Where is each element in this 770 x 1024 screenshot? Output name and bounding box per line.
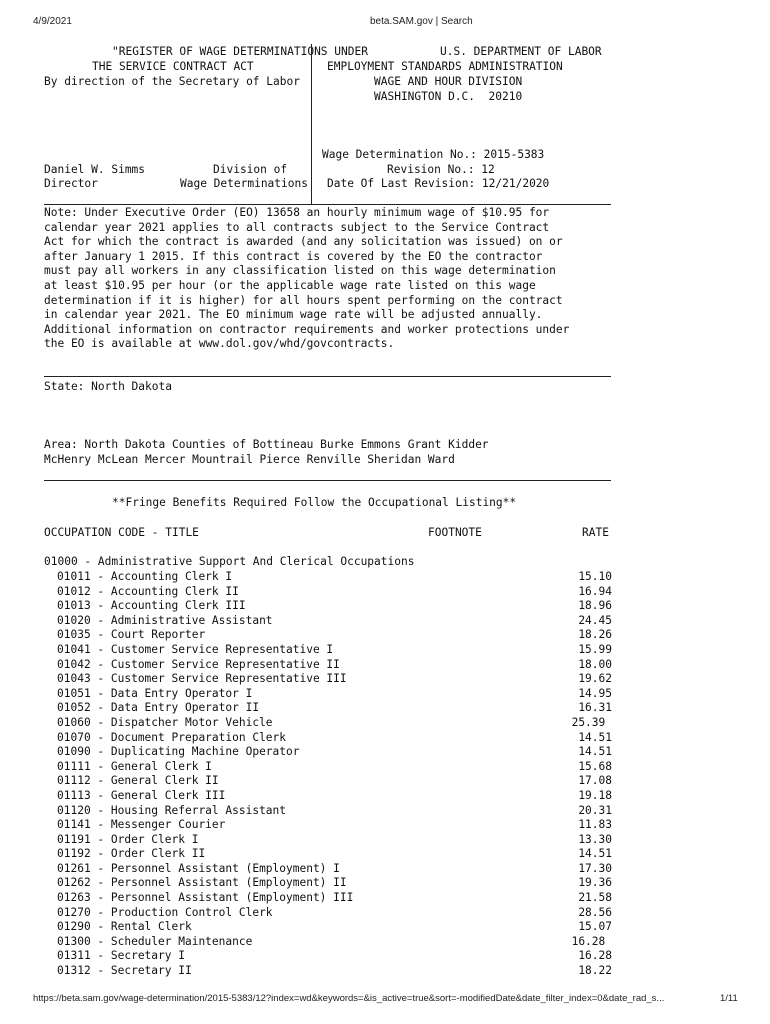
occupation-rate: 18.00 — [578, 657, 612, 671]
occupation-row — [44, 585, 612, 600]
occupation-code-title: 01070 - Document Preparation Clerk — [57, 730, 287, 744]
occupation-rate: 28.56 — [578, 905, 612, 919]
occupation-rate: 14.51 — [578, 730, 612, 744]
occupation-row — [44, 760, 612, 775]
occupation-row — [44, 774, 612, 789]
occupation-code-title: 01060 - Dispatcher Motor Vehicle — [57, 715, 273, 729]
page-url[interactable] — [33, 993, 664, 1004]
occupation-rate: 15.07 — [578, 920, 612, 934]
occupation-code-title: 01111 - General Clerk I — [57, 759, 212, 773]
occupation-row — [44, 833, 612, 848]
occupation-row — [44, 920, 612, 935]
occupation-row — [44, 818, 612, 833]
page-tab-title: beta.SAM.gov | Search — [370, 16, 473, 27]
occupation-row — [44, 862, 612, 877]
page-number: 1/11 — [720, 993, 738, 1004]
section-rule — [44, 480, 611, 481]
state-label: State: North Dakota — [44, 380, 172, 393]
occupation-code-title: 01261 - Personnel Assistant (Employment) I — [57, 861, 340, 875]
esa-title: EMPLOYMENT STANDARDS ADMINISTRATION — [327, 60, 563, 73]
occupation-rate: 16.28 — [578, 949, 612, 963]
revision-number: Revision No.: 12 — [387, 163, 495, 176]
whd-title: WAGE AND HOUR DIVISION — [374, 75, 523, 88]
occupation-row — [44, 964, 612, 979]
occupation-rate: 16.31 — [578, 701, 612, 715]
occupation-rate: 13.30 — [578, 832, 612, 846]
occupation-rate: 19.36 — [578, 876, 612, 890]
section-rule — [44, 376, 611, 377]
occupation-row — [44, 687, 612, 702]
occupation-rate: 14.51 — [578, 847, 612, 861]
occupation-code-title: 01020 - Administrative Assistant — [57, 613, 273, 627]
occupation-rate: 15.68 — [578, 759, 612, 773]
occupation-code-title: 01192 - Order Clerk II — [57, 847, 206, 861]
occupation-code-title: 01090 - Duplicating Machine Operator — [57, 745, 300, 759]
occupation-code-title: 01311 - Secretary I — [57, 949, 185, 963]
note-line: must pay all workers in any classification listed on this wage determination — [44, 264, 556, 278]
division-line-2: Wage Determinations — [180, 177, 308, 190]
division-line-1: Division of — [213, 163, 288, 176]
header-divider — [311, 44, 312, 205]
occupation-rate: 17.08 — [578, 774, 612, 788]
occupation-code-title: 01141 - Messenger Courier — [57, 818, 226, 832]
occupation-row — [44, 614, 612, 629]
dol-title: U.S. DEPARTMENT OF LABOR — [440, 45, 602, 58]
occupation-row — [44, 847, 612, 862]
occupation-rate: 17.30 — [578, 861, 612, 875]
occupation-row — [44, 949, 612, 964]
occupation-row — [44, 876, 612, 891]
occupation-row — [44, 804, 612, 819]
occupation-code-title: 01042 - Customer Service Representative II — [57, 657, 340, 671]
footnote-column-header: FOOTNOTE — [428, 526, 482, 539]
header-rule — [44, 204, 611, 205]
occupation-code-title: 01035 - Court Reporter — [57, 628, 206, 642]
occupation-code-title: 01012 - Accounting Clerk II — [57, 584, 239, 598]
occupation-row — [44, 745, 612, 760]
occupation-row — [44, 701, 612, 716]
rate-column-header: RATE — [582, 526, 609, 539]
fringe-benefits-note: **Fringe Benefits Required Follow the Occupational Listing** — [112, 496, 517, 509]
occupation-rate: 19.62 — [578, 672, 612, 686]
occupation-code-title: 01041 - Customer Service Representative I — [57, 642, 334, 656]
occupation-group-title: 01000 - Administrative Support And Clerical Occupations — [44, 555, 415, 568]
occupation-rate: 18.22 — [578, 964, 612, 978]
note-line: Additional information on contractor requirements and worker protections under — [44, 322, 570, 336]
occupation-row — [44, 891, 612, 906]
occupation-row — [44, 906, 612, 921]
occupation-rate: 18.26 — [578, 628, 612, 642]
occupation-column-header: OCCUPATION CODE - TITLE — [44, 526, 199, 539]
occupation-rate: 24.45 — [578, 613, 612, 627]
occupation-row — [44, 935, 612, 950]
last-revision-date: Date Of Last Revision: 12/21/2020 — [327, 177, 550, 190]
occupation-row — [44, 731, 612, 746]
occupation-code-title: 01262 - Personnel Assistant (Employment) II — [57, 876, 347, 890]
occupation-code-title: 01290 - Rental Clerk — [57, 920, 192, 934]
occupation-rate: 18.96 — [578, 599, 612, 613]
occupation-rate: 19.18 — [578, 788, 612, 802]
occupation-code-title: 01270 - Production Control Clerk — [57, 905, 273, 919]
dol-address: WASHINGTON D.C. 20210 — [374, 90, 523, 103]
occupation-code-title: 01263 - Personnel Assistant (Employment) III — [57, 891, 354, 905]
url-link[interactable]: https://beta.sam.gov/wage-determination/2015-5383/12?index=wd&keywords=&is_active=true&sort=-modifiedDate&date_filter_index=0&date_rad_s... — [33, 993, 665, 1004]
note-line: Act for which the contract is awarded (and any solicitation was issued) on or — [44, 235, 563, 249]
occupation-code-title: 01011 - Accounting Clerk I — [57, 570, 233, 583]
occupation-row — [44, 716, 612, 731]
note-line: determination if it is higher) for all hours spent performing on the contract — [44, 293, 563, 307]
secretary-line: By direction of the Secretary of Labor — [44, 75, 300, 88]
occupation-rate: 16.28 — [571, 934, 612, 948]
occupation-rate: 21.58 — [578, 891, 612, 905]
note-line: the EO is available at www.dol.gov/whd/govcontracts. — [44, 337, 395, 351]
note-line: after January 1 2015. If this contract is covered by the EO the contractor — [44, 249, 543, 263]
occupation-row — [44, 789, 612, 804]
occupation-code-title: 01300 - Scheduler Maintenance — [57, 934, 253, 948]
note-line: Note: Under Executive Order (EO) 13658 an hourly minimum wage of $10.95 for — [44, 206, 550, 219]
occupation-rate: 11.83 — [578, 818, 612, 832]
occupation-code-title: 01052 - Data Entry Operator II — [57, 701, 260, 715]
occupation-code-title: 01120 - Housing Referral Assistant — [57, 803, 287, 817]
occupation-code-title: 01013 - Accounting Clerk III — [57, 599, 246, 613]
occupation-rate: 15.10 — [578, 570, 612, 583]
print-date: 4/9/2021 — [33, 16, 72, 27]
occupation-code-title: 01112 - General Clerk II — [57, 774, 219, 788]
occupation-row — [44, 658, 612, 673]
occupation-row — [44, 628, 612, 643]
occupation-row — [44, 570, 612, 585]
occupation-rate: 14.51 — [578, 745, 612, 759]
note-line: in calendar year 2021. The EO minimum wage rate will be adjusted annually. — [44, 308, 543, 322]
occupation-row — [44, 672, 612, 687]
occupation-rate: 14.95 — [578, 686, 612, 700]
note-line: calendar year 2021 applies to all contracts subject to the Service Contract — [44, 220, 550, 234]
occupation-code-title: 01043 - Customer Service Representative III — [57, 672, 347, 686]
occupation-rate: 15.99 — [578, 642, 612, 656]
occupation-code-title: 01312 - Secretary II — [57, 964, 192, 978]
signer-name: Daniel W. Simms — [44, 163, 146, 176]
eo-minimum-wage-note — [44, 206, 624, 352]
occupation-list — [44, 570, 612, 979]
register-title: "REGISTER OF WAGE DETERMINATIONS UNDER — [112, 45, 368, 58]
occupation-rate: 16.94 — [578, 584, 612, 598]
occupation-code-title: 01113 - General Clerk III — [57, 788, 226, 802]
occupation-code-title: 01191 - Order Clerk I — [57, 832, 199, 846]
occupation-code-title: 01051 - Data Entry Operator I — [57, 686, 253, 700]
signer-title: Director — [44, 177, 98, 190]
area-line: McHenry McLean Mercer Mountrail Pierce Renville Sheridan Ward — [44, 453, 455, 466]
sca-title: THE SERVICE CONTRACT ACT — [92, 60, 254, 73]
area-line: Area: North Dakota Counties of Bottineau Burke Emmons Grant Kidder — [44, 438, 489, 451]
occupation-rate: 20.31 — [578, 803, 612, 817]
wd-number: Wage Determination No.: 2015-5383 — [322, 148, 545, 161]
occupation-row — [44, 599, 612, 614]
occupation-rate: 25.39 — [571, 715, 612, 729]
note-line: at least $10.95 per hour (or the applicable wage rate listed on this wage — [44, 278, 536, 292]
occupation-row — [44, 643, 612, 658]
